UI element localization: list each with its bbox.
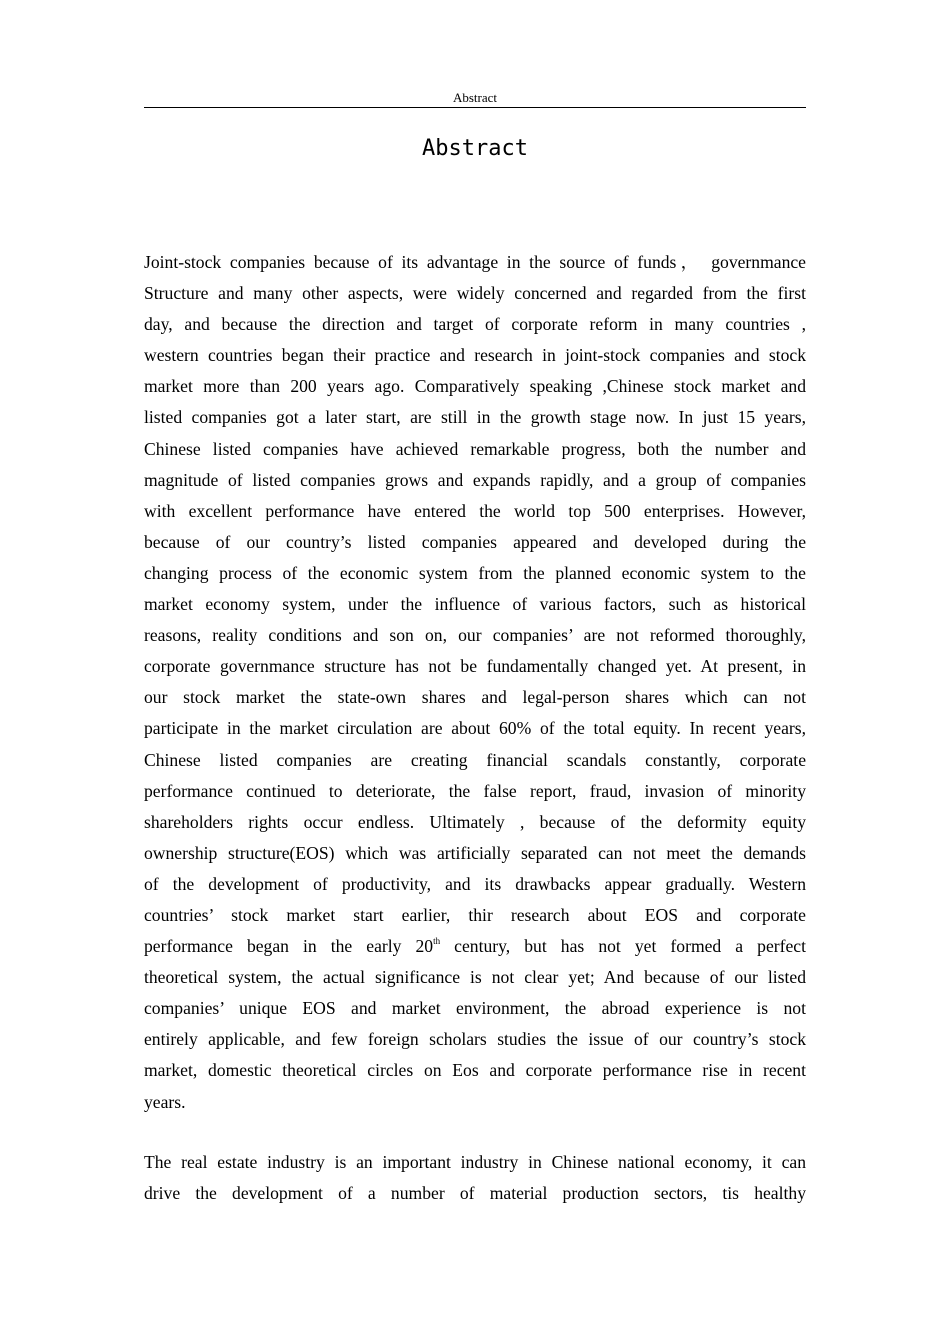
text-line: our stock market the state-own shares and legal-person shares which can not	[144, 687, 806, 708]
text-fragment: performance began in the early 20	[144, 936, 434, 957]
text-line: market more than 200 years ago. Comparatively speaking ,Chinese stock market and	[144, 376, 806, 397]
paragraph-1	[144, 247, 806, 1118]
text-line	[144, 931, 806, 962]
text-line: ownership structure(EOS) which was artificially separated can not meet the demands	[144, 842, 806, 863]
abstract-body	[144, 247, 806, 1209]
text-line: changing process of the economic system from the planned economic system to the	[144, 562, 806, 583]
text-line: corporate governmance structure has not be fundamentally changed yet. At present, in	[144, 656, 806, 677]
text-line: drive the development of a number of material production sectors, tis healthy	[144, 1182, 806, 1203]
text-line: market, domestic theoretical circles on Eos and corporate performance rise in recent	[144, 1060, 806, 1081]
text-line: magnitude of listed companies grows and expands rapidly, and a group of companies	[144, 469, 806, 490]
text-line: day, and because the direction and target of corporate reform in many countries ,	[144, 314, 806, 335]
text-line: companies’ unique EOS and market environment, the abroad experience is not	[144, 998, 806, 1019]
text-line: because of our country’s listed companies appeared and developed during the	[144, 531, 806, 552]
text-line: with excellent performance have entered the world top 500 enterprises. However,	[144, 500, 806, 521]
text-line: performance continued to deteriorate, the false report, fraud, invasion of minority	[144, 780, 806, 801]
text-line: countries’ stock market start earlier, thir research about EOS and corporate	[144, 904, 806, 925]
superscript: th	[433, 936, 441, 947]
text-line: listed companies got a later start, are still in the growth stage now. In just 15 years,	[144, 407, 806, 428]
text-line: Chinese listed companies are creating financial scandals constantly, corporate	[144, 749, 806, 770]
header-rule	[144, 107, 806, 108]
page-title: Abstract	[422, 136, 528, 161]
text-line: market economy system, under the influence of various factors, such as historical	[144, 594, 806, 615]
text-line: western countries began their practice and research in joint-stock companies and stock	[144, 345, 806, 366]
paragraph-2	[144, 1147, 806, 1209]
text-line: theoretical system, the actual significance is not clear yet; And because of our listed	[144, 967, 806, 988]
text-line: The real estate industry is an important industry in Chinese national economy, it can	[144, 1151, 806, 1172]
running-header: Abstract	[452, 90, 498, 105]
text-line: Joint-stock companies because of its advantage in the source of funds， governmance	[144, 252, 806, 272]
text-line: reasons, reality conditions and son on, our companies’ are not reformed thoroughly,	[144, 625, 806, 646]
text-fragment: century, but has not yet formed a perfect	[440, 936, 806, 957]
text-line: years.	[144, 1091, 186, 1112]
text-line: entirely applicable, and few foreign scholars studies the issue of our country’s stock	[144, 1029, 806, 1050]
text-line: Structure and many other aspects, were widely concerned and regarded from the first	[144, 283, 806, 304]
text-line: shareholders rights occur endless. Ultimately , because of the deformity equity	[144, 811, 806, 832]
text-line: of the development of productivity, and its drawbacks appear gradually. Western	[144, 873, 806, 894]
text-line: Chinese listed companies have achieved remarkable progress, both the number and	[144, 438, 806, 459]
text-line: participate in the market circulation are about 60% of the total equity. In recent years,	[144, 718, 806, 739]
